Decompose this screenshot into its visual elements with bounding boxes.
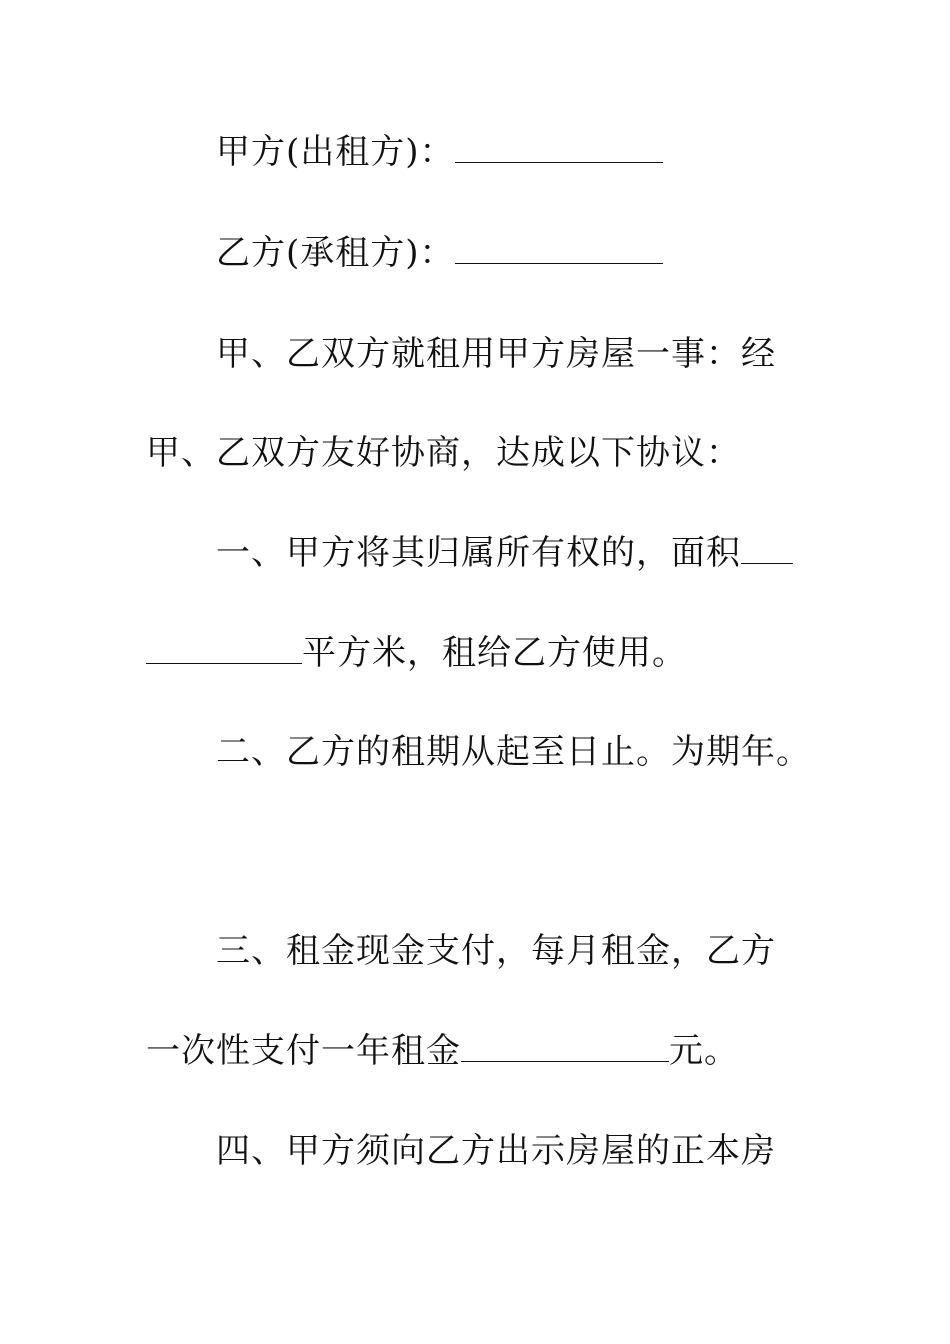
intro-line-2: 甲、乙双方友好协商，达成以下协议：: [146, 433, 741, 473]
intro-line-1: 甲、乙双方就租用甲方房屋一事：经: [216, 334, 776, 374]
clause-1-text: 一、甲方将其归属所有权的，面积: [216, 533, 741, 573]
clause-1-line-1: [216, 533, 793, 573]
clause-1-suffix: 平方米，租给乙方使用。: [302, 633, 687, 673]
party-a-blank: [455, 132, 663, 163]
clause-1-line-2: [146, 633, 687, 673]
clause-3-suffix: 元。: [669, 1031, 739, 1071]
clause-2-line-1: 二、乙方的租期从起至日止。为期年。: [216, 732, 811, 772]
clause-3-prefix: 一次性支付一年租金: [146, 1031, 461, 1071]
party-a-line: [216, 132, 663, 172]
area-blank-start: [741, 533, 793, 564]
clause-3-line-2: [146, 1031, 739, 1071]
party-b-blank: [455, 233, 663, 264]
party-b-label: 乙方(承租方)：: [216, 233, 455, 273]
party-b-line: [216, 233, 663, 273]
rent-blank: [461, 1031, 669, 1062]
clause-4-line-1: 四、甲方须向乙方出示房屋的正本房: [216, 1131, 776, 1171]
area-blank-end: [146, 633, 302, 664]
clause-3-line-1: 三、租金现金支付，每月租金，乙方: [216, 931, 776, 971]
party-a-label: 甲方(出租方)：: [216, 132, 455, 172]
